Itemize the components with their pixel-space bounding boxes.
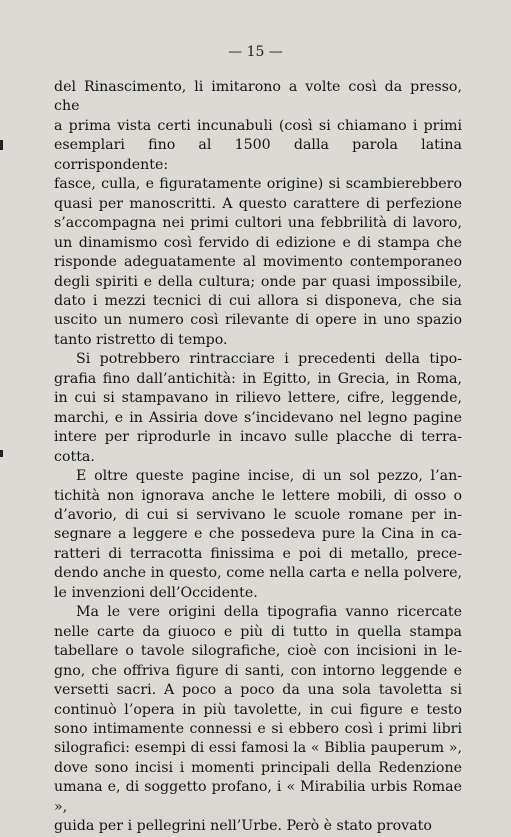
- page-edge-mark: [0, 140, 3, 150]
- text-line: le invenzioni dell’Occidente.: [54, 584, 258, 601]
- text-line: s’accompagna nei primi cultori una febbrilità di lavoro,: [54, 215, 462, 232]
- text-line: nelle carte da giuoco e più di tutto in quella stampa: [54, 623, 462, 640]
- text-line: E oltre queste pagine incise, di un sol pezzo, l’an-: [76, 468, 462, 485]
- text-line: d’avorio, di cui si servivano le scuole romane per in-: [54, 506, 462, 523]
- text-line: quasi per manoscritti. A questo carattere di perfezione: [54, 195, 462, 212]
- text-line: a prima vista certi incunabuli (così si chiamano i primi: [54, 117, 462, 134]
- text-line: fasce, culla, e figuratamente origine) si scambierebbero: [54, 176, 462, 193]
- text-line: guida per i pellegrini nell’Urbe. Però è stato provato: [54, 818, 432, 835]
- text-line: del Rinascimento, li imitarono a volte così da presso, che: [54, 79, 462, 115]
- text-line: silografici: esempi di essi famosi la « Biblia pauperum »,: [54, 740, 462, 757]
- text-line: ratteri di terracotta finissima e poi di metallo, prece-: [54, 545, 462, 562]
- text-line: in cui si stampavano in rilievo lettere, cifre, leggende,: [54, 390, 462, 407]
- text-line: uscito un numero così rilevante di opere in uno spazio: [54, 312, 462, 329]
- text-line: segnare a leggere e che possedeva pure la Cina in ca-: [54, 526, 462, 543]
- text-line: risponde adeguatamente al movimento contemporaneo: [54, 254, 462, 271]
- text-line: umana e, di soggetto profano, i « Mirabilia urbis Romae »,: [54, 779, 462, 815]
- text-line: sono intimamente connessi e si ebbero così i primi libri: [54, 720, 462, 737]
- text-line: dato i mezzi tecnici di cui allora si disponeva, che sia: [54, 292, 462, 309]
- text-line: gno, che offriva figure di santi, con intorno leggende e: [54, 662, 462, 679]
- text-line: continuò l’opera in più tavolette, in cui figure e testo: [54, 701, 462, 718]
- text-line: Ma le vere origini della tipografia vanno ricercate: [76, 604, 462, 621]
- text-line: tabellare o tavole silografiche, cioè con incisioni in le-: [54, 643, 462, 660]
- text-line: degli spiriti e della cultura; onde par quasi impossibile,: [54, 273, 462, 290]
- page-number: — 15 —: [228, 44, 283, 60]
- text-line: cotta.: [54, 448, 95, 465]
- text-line: tanto ristretto di tempo.: [54, 331, 228, 348]
- body-text: [54, 78, 462, 837]
- page-edge-mark: [0, 450, 3, 457]
- text-line: intere per riprodurle in incavo sulle placche di terra-: [54, 429, 462, 446]
- text-line: un dinamismo così fervido di edizione e di stampa che: [54, 234, 462, 251]
- text-line: dendo anche in questo, come nella carta e nella polvere,: [54, 565, 462, 582]
- text-line: Si potrebbero rintracciare i precedenti della tipo-: [76, 351, 462, 368]
- text-line: versetti sacri. A poco a poco da una sola tavoletta si: [54, 682, 462, 699]
- text-line: tichità non ignorava anche le lettere mobili, di osso o: [54, 487, 462, 504]
- text-line: grafia fino dall’antichità: in Egitto, in Grecia, in Roma,: [54, 370, 462, 387]
- text-line: esemplari fino al 1500 dalla parola latina corrispondente:: [54, 137, 462, 173]
- text-line: dove sono incisi i momenti principali della Redenzione: [54, 759, 462, 776]
- text-line: marchi, e in Assiria dove s’incidevano nel legno pagine: [54, 409, 462, 426]
